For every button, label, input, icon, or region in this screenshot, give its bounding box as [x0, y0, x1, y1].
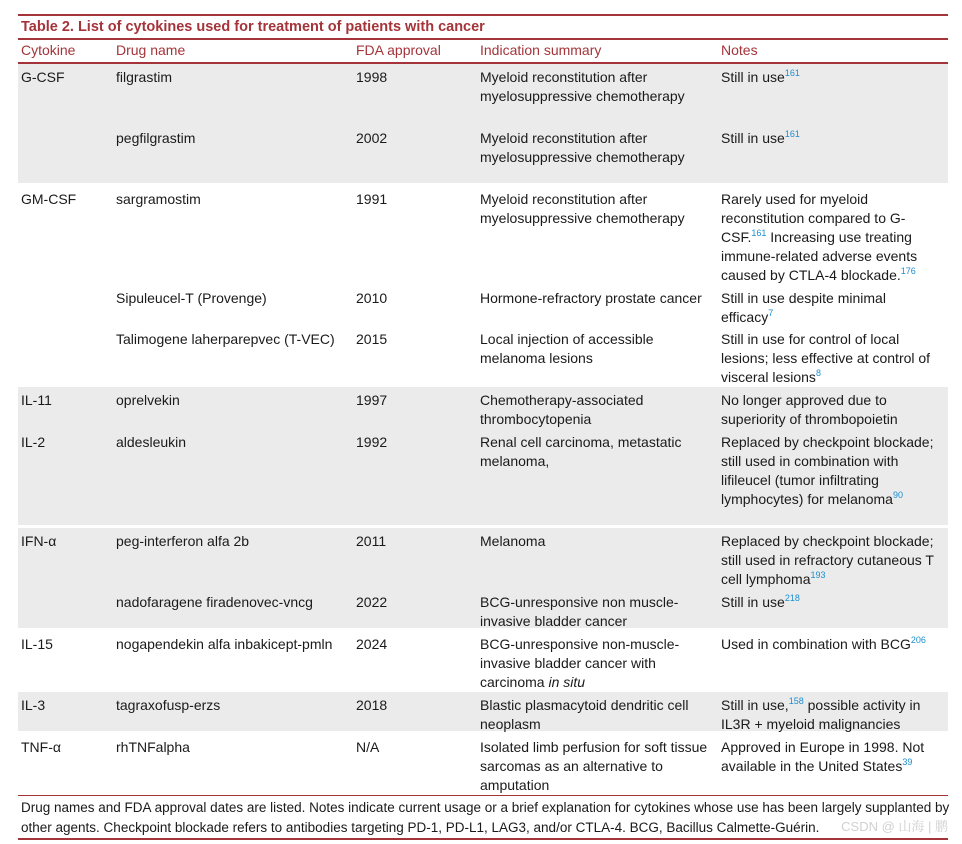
cell-notes: Approved in Europe in 1998. Not available in the United States$^{39}$	[721, 739, 925, 774]
reference-link[interactable]: 218	[784, 593, 800, 603]
cell-indication: Myeloid reconstitution after myelosuppressive chemotherapy	[480, 69, 685, 104]
cell-fda-approval: 2011	[356, 533, 387, 549]
column-header-indication-summary: Indication summary	[480, 42, 602, 58]
cell-indication: Isolated limb perfusion for soft tissue sarcomas as an alternative to amputation	[480, 739, 708, 793]
column-header-notes: Notes	[721, 42, 758, 58]
cell-drug-name: filgrastim	[116, 69, 173, 85]
footnote-rule	[18, 795, 948, 796]
cell-cytokine: IL-11	[21, 392, 52, 408]
watermark: CSDN @ 山海 | 鹏	[841, 819, 948, 834]
cell-indication: Melanoma	[480, 533, 546, 549]
cell-drug-name: sargramostim	[116, 191, 201, 207]
cell-notes: Still in use,$^{158}$ possible activity in IL3R + myeloid malignancies	[721, 696, 921, 732]
cell-fda-approval: 2002	[356, 130, 388, 146]
cell-cytokine: IL-2	[21, 434, 46, 450]
column-header-drug-name: Drug name	[116, 42, 186, 58]
reference-link[interactable]: 193	[810, 570, 826, 580]
cell-fda-approval: 2018	[356, 697, 388, 713]
cell-drug-name: tagraxofusp-erzs	[116, 697, 221, 713]
column-header-cytokine: Cytokine	[21, 42, 76, 58]
cell-notes: Still in use$^{161}$	[721, 129, 800, 146]
reference-link[interactable]: 176	[900, 266, 916, 276]
reference-link[interactable]: 7	[768, 308, 774, 318]
cell-cytokine: GM-CSF	[21, 191, 77, 207]
cell-drug-name: oprelvekin	[116, 392, 180, 408]
cell-drug-name: nadofaragene firadenovec-vncg	[116, 594, 313, 610]
cell-notes: No longer approved due to superiority of thrombopoietin	[721, 392, 898, 427]
cell-indication: BCG-unresponsive non muscle-invasive bladder cancer	[480, 594, 679, 629]
cell-indication: Myeloid reconstitution after myelosuppressive chemotherapy	[480, 130, 685, 165]
cell-fda-approval: 2024	[356, 636, 388, 652]
cell-indication: Chemotherapy-associated thrombocytopenia	[480, 392, 644, 427]
cell-indication: Renal cell carcinoma, metastatic melanoma,	[480, 434, 682, 469]
cell-cytokine: G-CSF	[21, 69, 65, 85]
cell-fda-approval: 1998	[356, 69, 388, 85]
reference-link[interactable]: 8	[815, 368, 821, 378]
reference-link[interactable]: 206	[910, 635, 926, 645]
cell-fda-approval: 2022	[356, 594, 388, 610]
cell-cytokine: IFN-α	[21, 533, 57, 549]
cell-drug-name: peg-interferon alfa 2b	[116, 533, 250, 549]
column-header-fda-approval: FDA approval	[356, 42, 441, 58]
cell-fda-approval: 1991	[356, 191, 388, 207]
cell-indication: Myeloid reconstitution after myelosuppressive chemotherapy	[480, 191, 685, 226]
cell-cytokine: IL-15	[21, 636, 53, 652]
cell-fda-approval: 2015	[356, 331, 388, 347]
cell-cytokine: TNF-α	[21, 739, 61, 755]
cell-drug-name: aldesleukin	[116, 434, 187, 450]
cell-notes: Replaced by checkpoint blockade; still used in combination with lifileucel (tumor infiltrating lymphocytes) for melanoma$^{90}$	[721, 434, 934, 507]
cell-cytokine: IL-3	[21, 697, 46, 713]
cell-drug-name: Talimogene laherparepvec (T-VEC)	[116, 331, 335, 347]
reference-link[interactable]: 158	[788, 696, 804, 706]
reference-link[interactable]: 161	[784, 68, 800, 78]
cell-drug-name: Sipuleucel-T (Provenge)	[116, 290, 267, 306]
cell-fda-approval: 1997	[356, 392, 388, 408]
table-top-rule	[18, 14, 948, 16]
cell-drug-name: rhTNFalpha	[116, 739, 190, 755]
cell-notes: Replaced by checkpoint blockade; still used in refractory cutaneous T cell lymphoma$^{193}$	[721, 533, 934, 587]
cell-indication: Blastic plasmacytoid dendritic cell neoplasm	[480, 697, 689, 732]
cell-indication: BCG-unresponsive non-muscle-invasive bladder cancer with carcinoma in situ	[480, 636, 680, 690]
table-bottom-rule	[18, 838, 948, 840]
cell-drug-name: nogapendekin alfa inbakicept-pmln	[116, 636, 333, 652]
cell-notes: Still in use despite minimal efficacy$^7$	[721, 290, 886, 325]
cell-notes: Still in use for control of local lesions; less effective at control of visceral lesions$^8$	[721, 331, 931, 385]
cell-indication: Hormone-refractory prostate cancer	[480, 290, 702, 306]
cell-indication: Local injection of accessible melanoma lesions	[480, 331, 654, 366]
cell-fda-approval: 1992	[356, 434, 388, 450]
table-footnote: Drug names and FDA approval dates are listed. Notes indicate current usage or a brief explanation for cytokines whose use has been largely supplanted by other agents. Checkpoint blockade refers to antibodies targeting PD-1, PD-L1, LAG3, and/or CTLA-4. BCG, Bacillus Calmette-Guérin.	[21, 800, 950, 835]
italic-term: in situ	[548, 674, 586, 690]
reference-link[interactable]: 161	[784, 129, 800, 139]
title-rule	[18, 38, 948, 40]
reference-link[interactable]: 39	[902, 757, 913, 767]
cell-notes: Still in use$^{161}$	[721, 68, 800, 85]
cell-notes: Still in use$^{218}$	[721, 593, 800, 610]
cell-fda-approval: N/A	[356, 739, 380, 755]
cell-fda-approval: 2010	[356, 290, 388, 306]
reference-link[interactable]: 161	[751, 228, 767, 238]
table-title: Table 2. List of cytokines used for treatment of patients with cancer	[21, 19, 485, 35]
cell-notes: Used in combination with BCG$^{206}$	[721, 635, 926, 652]
cell-notes: Rarely used for myeloid reconstitution compared to G-CSF.$^{161}$ Increasing use treating immune-related adverse events caused by CTLA-4 blockade.$^{176}$	[721, 191, 918, 283]
reference-link[interactable]: 90	[892, 490, 903, 500]
cell-drug-name: pegfilgrastim	[116, 130, 196, 146]
